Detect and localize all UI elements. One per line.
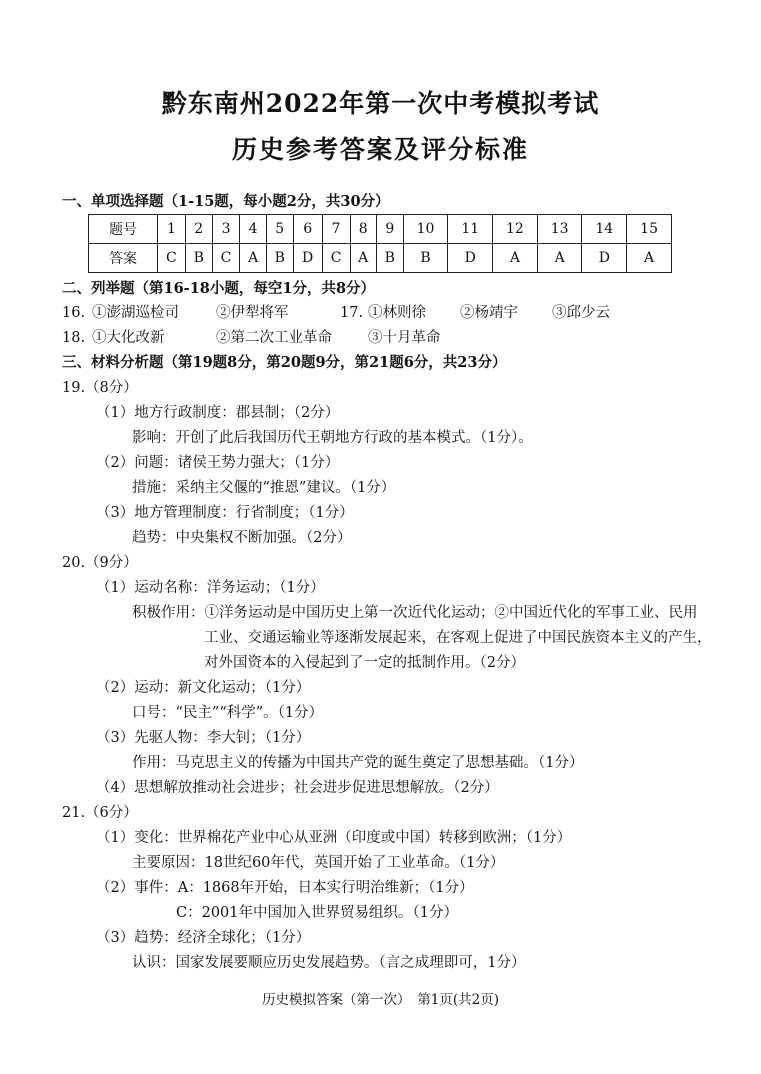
q21-line: （1）变化：世界棉花产业中心从亚洲（印度或中国）转移到欧洲；（1分）	[96, 830, 572, 846]
row-label-question: 题号	[89, 215, 158, 244]
table-cell: 15	[627, 215, 672, 244]
page-footer: 历史模拟答案（第一次） 第1页(共2页)	[262, 992, 499, 1008]
table-cell: 3	[212, 215, 240, 244]
table-cell: 5	[266, 215, 293, 244]
table-cell: 12	[493, 215, 538, 244]
section3-heading: 三、材料分析题（第19题8分，第20题9分，第21题6分，共23分）	[62, 354, 507, 371]
table-cell: 9	[376, 215, 403, 244]
section1-heading: 一、单项选择题（1-15题，每小题2分，共30分）	[62, 193, 390, 210]
q16-answer-1: ①澎湖巡检司	[92, 305, 179, 321]
q19-line: 影响：开创了此后我国历代王朝地方行政的基本模式。（1分）。	[132, 430, 533, 446]
table-cell: A	[240, 244, 266, 273]
q19-heading: 19.（8分）	[62, 380, 138, 396]
q20-line: （1）运动名称：洋务运动；（1分）	[96, 580, 325, 596]
q17-answer-3: ③邱少云	[552, 305, 610, 321]
table-cell: A	[537, 244, 582, 273]
q21-line: （3）趋势：经济全球化；（1分）	[96, 930, 311, 946]
q17-number: 17.	[340, 305, 364, 321]
q21-line: 认识：国家发展要顺应历史发展趋势。（言之成理即可，1分）	[132, 955, 526, 971]
q20-line: （2）运动：新文化运动；（1分）	[96, 680, 311, 696]
table-cell: D	[448, 244, 493, 273]
section2-heading: 二、列举题（第16-18小题，每空1分，共8分）	[62, 280, 376, 297]
q20-line: （3）先驱人物：李大钊；（1分）	[96, 730, 311, 746]
q20-line: 工业、交通运输业等逐渐发展起来，在客观上促进了中国民族资本主义的产生，	[204, 630, 712, 646]
q21-heading: 21.（6分）	[62, 805, 138, 821]
table-cell: B	[266, 244, 293, 273]
table-cell: A	[350, 244, 376, 273]
table-cell: A	[627, 244, 672, 273]
q21-line: 主要原因：18世纪60年代，英国开始了工业革命。（1分）	[132, 855, 505, 871]
table-cell: C	[322, 244, 350, 273]
q20-line: 作用：马克思主义的传播为中国共产党的诞生奠定了思想基础。（1分）	[132, 755, 584, 771]
q21-line: C：2001年中国加入世界贸易组织。（1分）	[176, 905, 458, 921]
q20-heading: 20.（9分）	[62, 555, 138, 571]
q18-answer-2: ②第二次工业革命	[216, 330, 332, 346]
table-cell: B	[376, 244, 403, 273]
q19-line: （2）问题：诸侯王势力强大；（1分）	[96, 455, 340, 471]
table-cell: B	[185, 244, 212, 273]
q20-line: 对外国资本的入侵起到了一定的抵制作用。（2分）	[204, 655, 525, 671]
table-cell: 7	[322, 215, 350, 244]
q19-line: （3）地方管理制度：行省制度；（1分）	[96, 505, 354, 521]
q18-number: 18.	[62, 330, 86, 346]
table-cell: C	[158, 244, 186, 273]
answer-row	[89, 244, 672, 273]
page-subtitle: 历史参考答案及评分标准	[231, 135, 529, 164]
q19-line: 措施：采纳主父偃的“推恩”建议。（1分）	[132, 480, 396, 496]
q20-line: 口号：“民主”“科学”。（1分）	[132, 705, 324, 721]
question-number-row	[89, 215, 672, 244]
q19-line: （1）地方行政制度：郡县制；（2分）	[96, 405, 340, 421]
q21-line: （2）事件：A：1868年开始，日本实行明治维新；（1分）	[96, 880, 474, 896]
table-cell: 11	[448, 215, 493, 244]
table-cell: D	[293, 244, 322, 273]
table-cell: 4	[240, 215, 266, 244]
q18-answer-1: ①大化改新	[92, 330, 165, 346]
table-cell: D	[582, 244, 627, 273]
row-label-answer: 答案	[89, 244, 158, 273]
q19-line: 趋势：中央集权不断加强。（2分）	[132, 530, 352, 546]
table-cell: A	[493, 244, 538, 273]
table-cell: 8	[350, 215, 376, 244]
table-cell: 13	[537, 215, 582, 244]
table-cell: 1	[158, 215, 186, 244]
answer-table	[88, 214, 672, 273]
page-title: 黔东南州2022年第一次中考模拟考试	[161, 89, 600, 118]
q20-line: 积极作用：①洋务运动是中国历史上第一次近代化运动；②中国近代化的军事工业、民用	[132, 605, 698, 621]
q16-number: 16.	[62, 305, 86, 321]
q17-answer-1: ①林则徐	[368, 305, 426, 321]
table-cell: 10	[403, 215, 448, 244]
q20-line: （4）思想解放推动社会进步；社会进步促进思想解放。（2分）	[96, 780, 499, 796]
q18-answer-3: ③十月革命	[368, 330, 441, 346]
table-cell: B	[403, 244, 448, 273]
table-cell: 14	[582, 215, 627, 244]
q17-answer-2: ②杨靖宇	[460, 305, 518, 321]
table-cell: 2	[185, 215, 212, 244]
table-cell: C	[212, 244, 240, 273]
table-cell: 6	[293, 215, 322, 244]
q16-answer-2: ②伊犁将军	[216, 305, 289, 321]
